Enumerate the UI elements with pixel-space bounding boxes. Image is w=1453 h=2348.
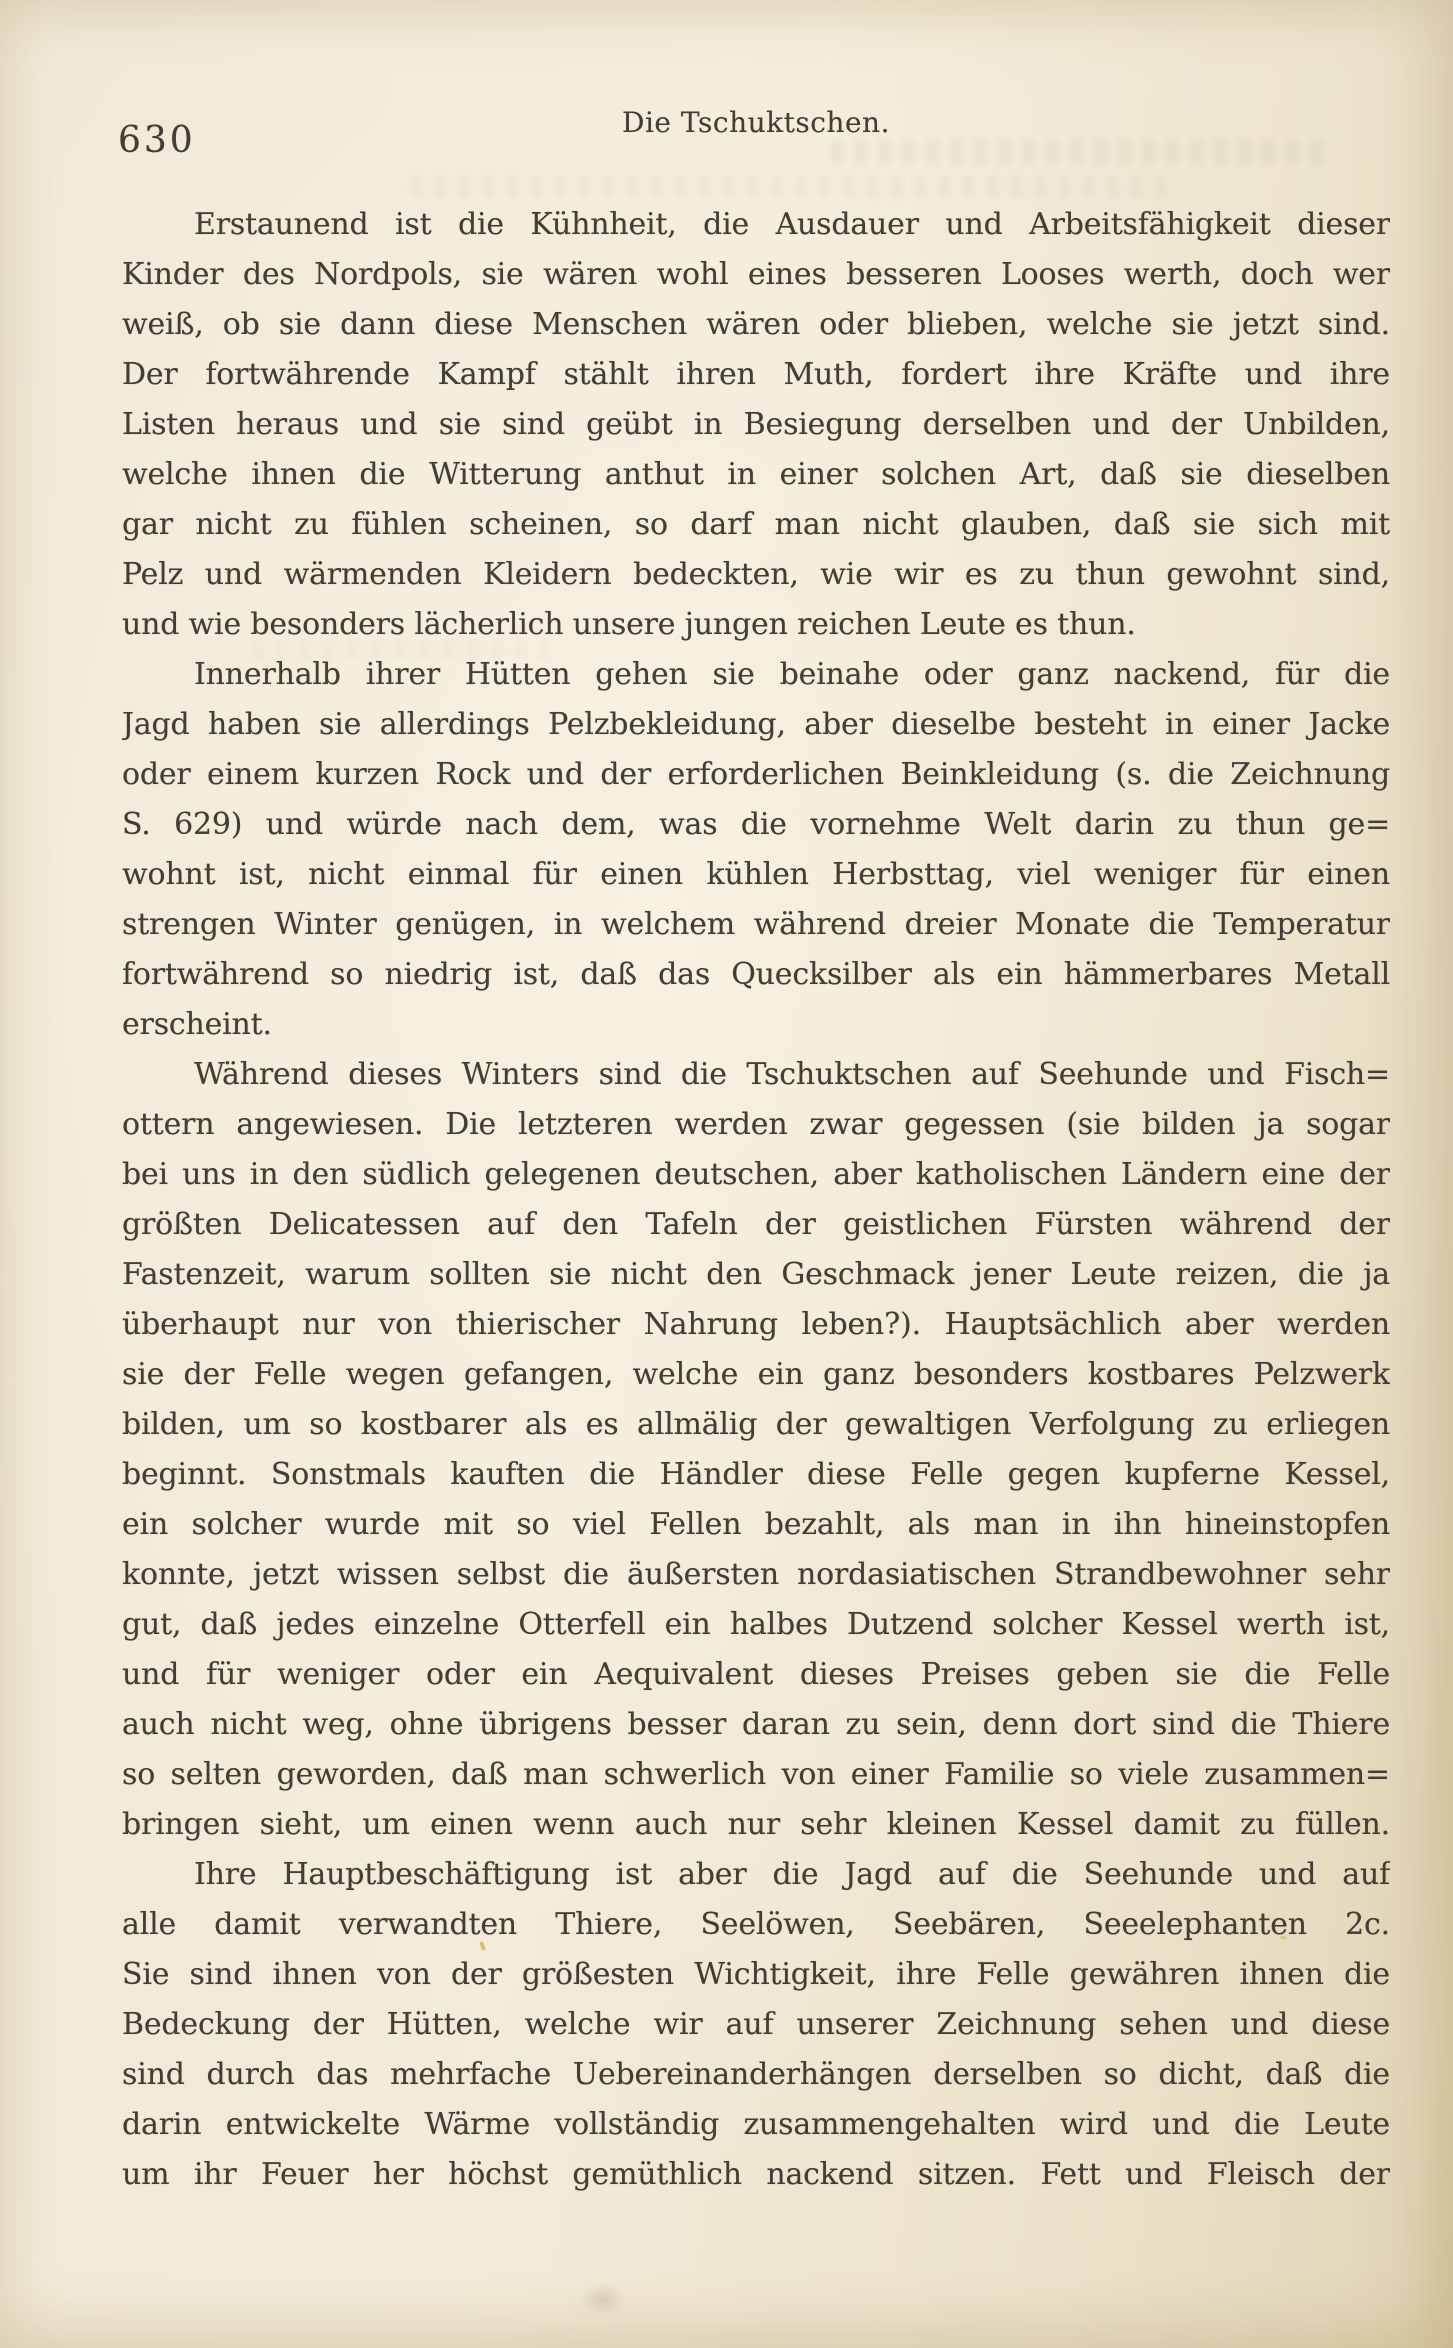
text-line: sind durch das mehrfache Uebereinanderhängen derselben so dicht, daß die — [122, 2057, 1390, 2092]
text-line: wohnt ist, nicht einmal für einen kühlen Herbsttag, viel weniger für einen — [122, 857, 1390, 892]
text-line: Der fortwährende Kampf stählt ihren Muth, fordert ihre Kräfte und ihre — [122, 357, 1390, 392]
text-line: überhaupt nur von thierischer Nahrung leben?). Hauptsächlich aber werden — [122, 1307, 1390, 1342]
text-line: Listen heraus und sie sind geübt in Besiegung derselben und der Unbilden, — [122, 407, 1390, 442]
text-line: bei uns in den südlich gelegenen deutschen, aber katholischen Ländern eine der — [122, 1157, 1390, 1192]
text-line: Pelz und wärmenden Kleidern bedeckten, wie wir es zu thun gewohnt sind, — [122, 557, 1390, 592]
text-line: so selten geworden, daß man schwerlich von einer Familie so viele zusammen= — [122, 1757, 1390, 1792]
bleed-through-smudge — [410, 176, 1170, 198]
text-line: weiß, ob sie dann diese Menschen wären oder blieben, welche sie jetzt sind. — [122, 307, 1390, 342]
text-line: fortwährend so niedrig ist, daß das Quecksilber als ein hämmerbares Metall — [122, 957, 1390, 992]
text-line: Jagd haben sie allerdings Pelzbekleidung, aber dieselbe besteht in einer Jacke — [122, 707, 1390, 742]
text-line: strengen Winter genügen, in welchem während dreier Monate die Temperatur — [122, 907, 1390, 942]
text-line: bringen sieht, um einen wenn auch nur sehr kleinen Kessel damit zu füllen. — [122, 1807, 1390, 1842]
text-line: ein solcher wurde mit so viel Fellen bezahlt, als man in ihn hineinstopfen — [122, 1507, 1390, 1542]
text-line: Innerhalb ihrer Hütten gehen sie beinahe oder ganz nackend, für die — [194, 657, 1390, 692]
text-line: größten Delicatessen auf den Tafeln der geistlichen Fürsten während der — [122, 1207, 1390, 1242]
text-line: bilden, um so kostbarer als es allmälig der gewaltigen Verfolgung zu erliegen — [122, 1407, 1390, 1442]
paper-smudge — [580, 2282, 626, 2316]
bleed-through-smudge — [830, 140, 1330, 164]
page-number: 630 — [118, 120, 196, 161]
text-line: erscheint. — [122, 1007, 272, 1042]
text-line: oder einem kurzen Rock und der erforderlichen Beinkleidung (s. die Zeichnung — [122, 757, 1390, 792]
text-line: darin entwickelte Wärme vollständig zusammengehalten wird und die Leute — [122, 2107, 1390, 2142]
text-line: und wie besonders lächerlich unsere jungen reichen Leute es thun. — [122, 607, 1136, 642]
text-line: Ihre Hauptbeschäftigung ist aber die Jagd auf die Seehunde und auf — [194, 1857, 1390, 1892]
text-line: gar nicht zu fühlen scheinen, so darf man nicht glauben, daß sie sich mit — [122, 507, 1390, 542]
text-line: sie der Felle wegen gefangen, welche ein ganz besonders kostbares Pelzwerk — [122, 1357, 1390, 1392]
text-line: Während dieses Winters sind die Tschuktschen auf Seehunde und Fisch= — [194, 1057, 1390, 1092]
text-line: um ihr Feuer her höchst gemüthlich nackend sitzen. Fett und Fleisch der — [122, 2157, 1390, 2192]
text-line: Sie sind ihnen von der größesten Wichtigkeit, ihre Felle gewähren ihnen die — [122, 1957, 1390, 1992]
text-line: konnte, jetzt wissen selbst die äußersten nordasiatischen Strandbewohner sehr — [122, 1557, 1390, 1592]
text-line: auch nicht weg, ohne übrigens besser daran zu sein, denn dort sind die Thiere — [122, 1707, 1390, 1742]
text-line: Fastenzeit, warum sollten sie nicht den Geschmack jener Leute reizen, die ja — [122, 1257, 1390, 1292]
text-line: ottern angewiesen. Die letzteren werden zwar gegessen (sie bilden ja sogar — [122, 1107, 1390, 1142]
text-line: alle damit verwandten Thiere, Seelöwen, Seebären, Seeelephanten 2c. — [122, 1907, 1390, 1942]
text-line: gut, daß jedes einzelne Otterfell ein halbes Dutzend solcher Kessel werth ist, — [122, 1607, 1390, 1642]
text-line: Kinder des Nordpols, sie wären wohl eines besseren Looses werth, doch wer — [122, 257, 1390, 292]
text-block — [122, 200, 1390, 2200]
text-line: Bedeckung der Hütten, welche wir auf unserer Zeichnung sehen und diese — [122, 2007, 1390, 2042]
text-line: beginnt. Sonstmals kauften die Händler diese Felle gegen kupferne Kessel, — [122, 1457, 1390, 1492]
text-line: S. 629) und würde nach dem, was die vornehme Welt darin zu thun ge= — [122, 807, 1390, 842]
text-line: welche ihnen die Witterung anthut in einer solchen Art, daß sie dieselben — [122, 457, 1390, 492]
text-line: und für weniger oder ein Aequivalent dieses Preises geben sie die Felle — [122, 1657, 1390, 1692]
text-line: Erstaunend ist die Kühnheit, die Ausdauer und Arbeitsfähigkeit dieser — [194, 207, 1390, 242]
running-title: Die Tschuktschen. — [622, 106, 890, 139]
